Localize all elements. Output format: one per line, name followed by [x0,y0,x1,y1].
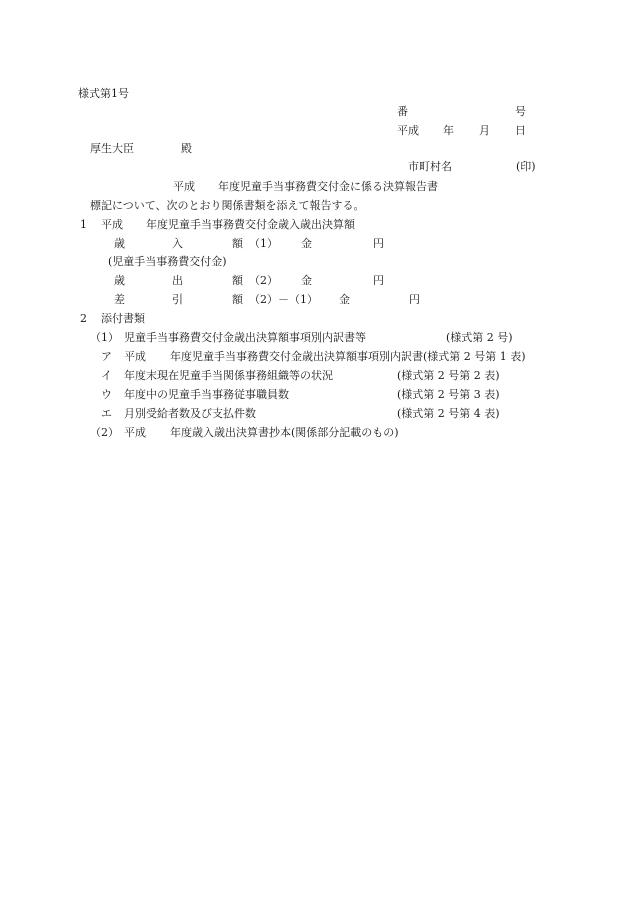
sender-seal: (印) [516,160,536,173]
item-a-kana: ア [101,350,112,363]
item-e-ref: (様式第 2 号第 4 表) [397,407,500,420]
revenue-ref: （1） [249,237,278,250]
item-u-kana: ウ [101,388,112,401]
date-day: 日 [515,124,526,137]
expense-char3: 額 [232,274,243,287]
item1-text: 児童手当事務費交付金歳出決算額事項別内訳書等 [124,331,366,344]
number-go: 号 [515,105,526,118]
revenue-char3: 額 [232,237,243,250]
item-i-ref: (様式第 2 号第 2 表) [397,369,500,382]
expense-char2: 出 [172,274,183,287]
expense-kin: 金 [301,274,312,287]
sender-name-label: 市町村名 [408,160,452,173]
addressee-honorific: 殿 [181,142,192,155]
section1-era: 平成 [101,218,123,231]
section1-number: 1 [80,218,87,231]
section2-number: 2 [80,312,87,325]
balance-ref: （2）－（1） [249,293,318,306]
item2-text: 年度歳入歳出決算書抄本(関係部分記載のもの) [170,426,399,439]
date-year: 年 [443,124,454,137]
item-e-text: 月別受給者数及び支払件数 [124,407,256,420]
balance-char2: 引 [172,293,183,306]
revenue-yen: 円 [373,237,384,250]
item1-ref: (様式第 2 号) [446,331,513,344]
item-i-text: 年度末現在児童手当関係事務組織等の状況 [124,369,333,382]
revenue-char2: 入 [172,237,183,250]
item2-number: （2） [90,426,119,439]
section1-title: 年度児童手当事務費交付金歳入歳出決算額 [146,218,355,231]
date-month: 月 [479,124,490,137]
item-u-text: 年度中の児童手当事務従事職員数 [124,388,289,401]
revenue-kin: 金 [301,237,312,250]
addressee-minister: 厚生大臣 [90,142,134,155]
item1-number: （1） [90,331,119,344]
item-u-ref: (様式第 2 号第 3 表) [397,388,500,401]
expense-yen: 円 [373,274,384,287]
revenue-note: (児童手当事務費交付金) [108,255,227,268]
document-title: 年度児童手当事務費交付金に係る決算報告書 [218,180,438,193]
form-label: 様式第1号 [78,87,129,100]
section2-title: 添付書類 [101,312,145,325]
item-e-kana: エ [101,407,112,420]
item-i-kana: イ [101,369,112,382]
title-era: 平成 [173,180,195,193]
item2-era: 平成 [124,426,146,439]
number-ban: 番 [397,105,408,118]
balance-char1: 差 [114,293,125,306]
balance-yen: 円 [409,293,420,306]
intro-text: 標記について、次のとおり関係書類を添えて報告する。 [90,199,365,212]
item-a-era: 平成 [124,350,146,363]
item-a-text: 年度児童手当事務費交付金歳出決算額事項別内訳書(様式第 2 号第 1 表) [170,350,526,363]
expense-ref: （2） [249,274,278,287]
date-era: 平成 [397,124,419,137]
balance-kin: 金 [339,293,350,306]
revenue-char1: 歳 [114,237,125,250]
expense-char1: 歳 [114,274,125,287]
balance-char3: 額 [232,293,243,306]
